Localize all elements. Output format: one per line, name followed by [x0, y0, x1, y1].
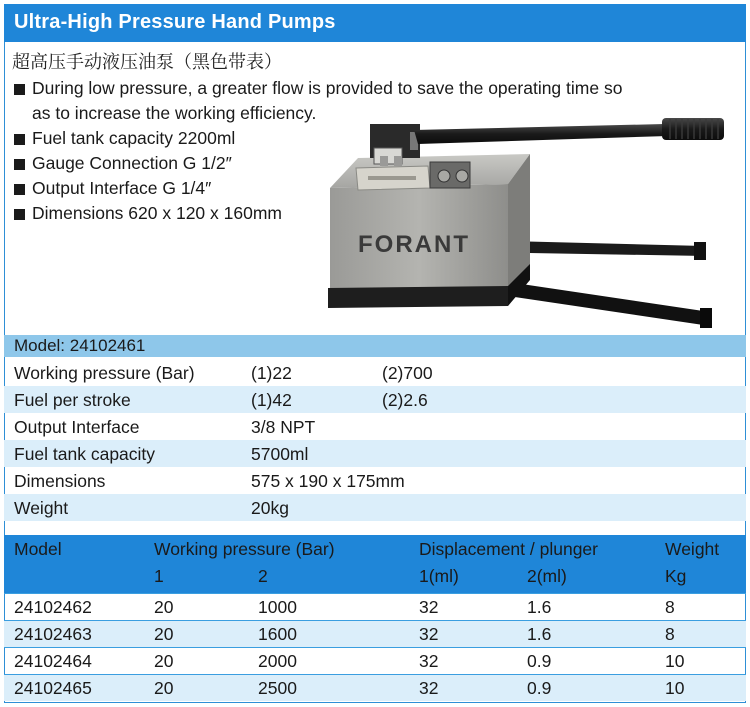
- cell-weight: 10: [665, 651, 685, 671]
- cell-model: 24102464: [14, 651, 92, 671]
- square-bullet-icon: [14, 209, 25, 220]
- spec-value-2: (2)2.6: [382, 390, 428, 410]
- cell-d1: 32: [419, 624, 439, 644]
- feature-item: [12, 76, 732, 101]
- model-label: Model: 24102461: [14, 336, 146, 355]
- cell-model: 24102465: [14, 678, 92, 698]
- spec-value-1: 3/8 NPT: [251, 417, 316, 437]
- spec-value-1: 20kg: [251, 498, 289, 518]
- cell-d1: 32: [419, 597, 439, 617]
- spec-row: [4, 386, 746, 413]
- spec-row: [4, 413, 746, 440]
- header-displacement: Displacement / plunger: [419, 539, 598, 559]
- spec-value-1: 5700ml: [251, 444, 309, 464]
- cell-weight: 8: [665, 624, 675, 644]
- spec-label: Fuel tank capacity: [14, 444, 156, 464]
- spec-value-2: (2)700: [382, 363, 433, 383]
- header-disp-1: 1(ml): [419, 566, 459, 586]
- title-bar: [4, 4, 746, 42]
- feature-text: Dimensions 620 x 120 x 160mm: [32, 203, 282, 223]
- spec-value-1: 575 x 190 x 175mm: [251, 471, 405, 491]
- table-row: [4, 620, 746, 647]
- feature-text: as to increase the working efficiency.: [32, 103, 317, 123]
- square-bullet-icon: [14, 84, 25, 95]
- cell-d1: 32: [419, 678, 439, 698]
- spec-row: [4, 494, 746, 521]
- header-disp-2: 2(ml): [527, 566, 567, 586]
- cell-weight: 8: [665, 597, 675, 617]
- feature-text: During low pressure, a greater flow is provided to save the operating time so: [32, 78, 623, 98]
- spec-row: [4, 359, 746, 386]
- spec-value-1: (1)22: [251, 363, 292, 383]
- cell-wp1: 20: [154, 651, 174, 671]
- cell-wp2: 1600: [258, 624, 297, 644]
- page-title: Ultra-High Pressure Hand Pumps: [14, 11, 336, 33]
- spec-label: Output Interface: [14, 417, 140, 437]
- header-model: Model: [14, 539, 62, 559]
- cell-d2: 0.9: [527, 651, 552, 671]
- cell-d2: 1.6: [527, 597, 552, 617]
- chinese-subtitle: 超高压手动液压油泵（黑色带表）: [12, 52, 282, 72]
- feature-text: Output Interface G 1/4″: [32, 178, 212, 198]
- spec-row: [4, 440, 746, 467]
- cell-wp2: 2500: [258, 678, 297, 698]
- cell-model: 24102463: [14, 624, 92, 644]
- spec-label: Dimensions: [14, 471, 106, 491]
- header-wp-2: 2: [258, 566, 268, 586]
- square-bullet-icon: [14, 159, 25, 170]
- spec-label: Fuel per stroke: [14, 390, 131, 410]
- header-weight: Weight: [665, 539, 720, 559]
- spec-label: Working pressure (Bar): [14, 363, 195, 383]
- cell-weight: 10: [665, 678, 685, 698]
- header-working-pressure: Working pressure (Bar): [154, 539, 335, 559]
- cell-model: 24102462: [14, 597, 92, 617]
- cell-wp1: 20: [154, 597, 174, 617]
- cell-d2: 1.6: [527, 624, 552, 644]
- square-bullet-icon: [14, 184, 25, 195]
- table-header: [4, 535, 746, 593]
- header-wp-1: 1: [154, 566, 164, 586]
- cell-d1: 32: [419, 651, 439, 671]
- cell-wp1: 20: [154, 624, 174, 644]
- brand-logo: FORANT: [358, 231, 470, 258]
- table-row: [4, 593, 746, 620]
- cell-wp2: 1000: [258, 597, 297, 617]
- feature-text: Fuel tank capacity 2200ml: [32, 128, 236, 148]
- spec-value-1: (1)42: [251, 390, 292, 410]
- square-bullet-icon: [14, 134, 25, 145]
- cell-wp1: 20: [154, 678, 174, 698]
- table-row: [4, 647, 746, 674]
- table-row: [4, 674, 746, 701]
- hand-pump-photo: [318, 118, 738, 333]
- header-kg: Kg: [665, 566, 687, 586]
- spec-row: [4, 467, 746, 494]
- cell-d2: 0.9: [527, 678, 552, 698]
- model-bar: [4, 335, 746, 357]
- feature-text: Gauge Connection G 1/2″: [32, 153, 232, 173]
- spec-label: Weight: [14, 498, 69, 518]
- cell-wp2: 2000: [258, 651, 297, 671]
